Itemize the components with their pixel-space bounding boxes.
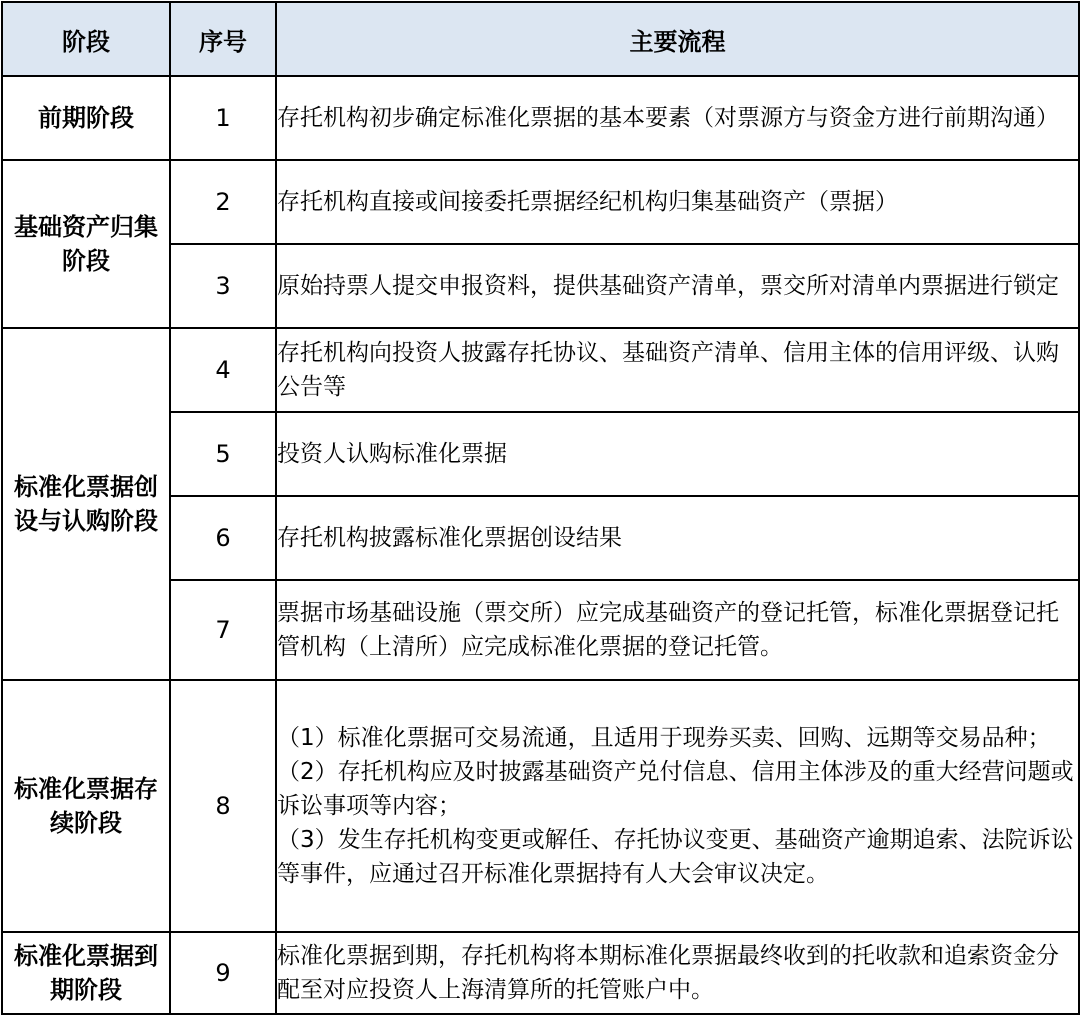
- table-row: [2, 932, 1079, 1014]
- row-number: 6: [170, 496, 276, 580]
- header-process: 主要流程: [276, 2, 1079, 76]
- process-item-3: （3）发生存托机构变更或解任、存托协议变更、基础资产逾期追索、法院诉讼等事件，应通过召开标准化票据持有人大会审议决定。: [277, 827, 1074, 887]
- process-item-1: （1）标准化票据可交易流通，且适用于现券买卖、回购、远期等交易品种；: [277, 725, 1051, 751]
- header-stage: 阶段: [2, 2, 170, 76]
- process-cell: 存托机构初步确定标准化票据的基本要素（对票源方与资金方进行前期沟通）: [276, 76, 1079, 160]
- row-number: 7: [170, 580, 276, 680]
- process-cell: 标准化票据到期，存托机构将本期标准化票据最终收到的托收款和追索资金分配至对应投资人上海清算所的托管账户中。: [276, 932, 1079, 1014]
- stage-cell-creation-subscription: 标准化票据创设与认购阶段: [2, 328, 170, 680]
- process-cell: 存托机构向投资人披露存托协议、基础资产清单、信用主体的信用评级、认购公告等: [276, 328, 1079, 412]
- process-cell: 存托机构披露标准化票据创设结果: [276, 496, 1079, 580]
- row-number: 8: [170, 680, 276, 932]
- process-cell: 投资人认购标准化票据: [276, 412, 1079, 496]
- header-number: 序号: [170, 2, 276, 76]
- row-number: 4: [170, 328, 276, 412]
- row-number: 9: [170, 932, 276, 1014]
- table-row: [2, 76, 1079, 160]
- process-cell: 原始持票人提交申报资料，提供基础资产清单，票交所对清单内票据进行锁定: [276, 244, 1079, 328]
- table-header-row: [2, 2, 1079, 76]
- table-row: [2, 680, 1079, 932]
- stage-cell-asset-collection: 基础资产归集阶段: [2, 160, 170, 328]
- process-cell: 票据市场基础设施（票交所）应完成基础资产的登记托管，标准化票据登记托管机构（上清所）应完成标准化票据的登记托管。: [276, 580, 1079, 680]
- stage-cell-preliminary: 前期阶段: [2, 76, 170, 160]
- stage-cell-maturity: 标准化票据到期阶段: [2, 932, 170, 1014]
- process-cell: [276, 680, 1079, 932]
- row-number: 1: [170, 76, 276, 160]
- process-table: [1, 1, 1080, 1015]
- table-row: [2, 160, 1079, 244]
- process-cell: 存托机构直接或间接委托票据经纪机构归集基础资产（票据）: [276, 160, 1079, 244]
- process-item-2: （2）存托机构应及时披露基础资产兑付信息、信用主体涉及的重大经营问题或诉讼事项等内容；: [277, 759, 1074, 819]
- row-number: 3: [170, 244, 276, 328]
- row-number: 2: [170, 160, 276, 244]
- stage-cell-duration: 标准化票据存续阶段: [2, 680, 170, 932]
- row-number: 5: [170, 412, 276, 496]
- table-row: [2, 328, 1079, 412]
